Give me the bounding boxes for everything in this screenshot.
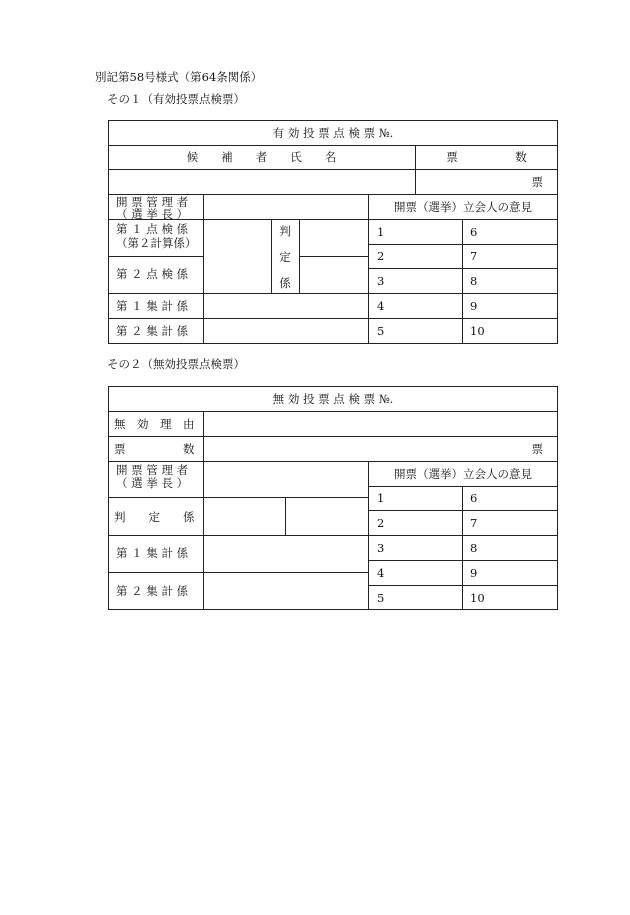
- observer-num-4: 4: [377, 299, 385, 313]
- tally1-label: 第 １ 集 計 係: [116, 299, 189, 313]
- manager-label-sub: （ 選 挙 長 ）: [116, 476, 189, 490]
- invalid-reason-label: 無 効 理 由: [114, 417, 195, 431]
- observer-num-1: 1: [377, 491, 385, 505]
- candidate-name-header: 候 補 者 氏 名: [186, 150, 337, 164]
- votes-unit: 票: [531, 175, 543, 189]
- check1-label: 第 １ 点 検 係: [116, 222, 189, 236]
- observer-num-7: 7: [470, 249, 478, 263]
- manager-label-sub: （ 選 挙 長 ）: [116, 207, 189, 221]
- observer-num-10: 10: [470, 591, 485, 605]
- observer-num-3: 3: [377, 274, 385, 288]
- tally1-label: 第 １ 集 計 係: [116, 546, 189, 560]
- tally2-label: 第 ２ 集 計 係: [116, 324, 189, 338]
- table1-title: 有 効 投 票 点 検 票 №.: [272, 126, 394, 140]
- observers-opinion-header: 開票（選挙）立会人の意見: [394, 467, 532, 481]
- observer-num-2: 2: [377, 249, 385, 263]
- table2-title: 無 効 投 票 点 検 票 №.: [272, 392, 394, 406]
- observer-num-4: 4: [377, 566, 385, 580]
- judge-label-1: 判: [279, 224, 291, 238]
- tally2-label: 第 ２ 集 計 係: [116, 584, 189, 598]
- form-title: 別記第58号様式（第64条関係）: [95, 70, 263, 84]
- observer-num-7: 7: [470, 516, 478, 530]
- observer-num-3: 3: [377, 541, 385, 555]
- judge-label-3: 係: [279, 276, 291, 290]
- check1-label-sub: （第２計算係）: [116, 236, 197, 250]
- section2-title: その２（無効投票点検票）: [107, 357, 245, 371]
- observer-num-5: 5: [377, 324, 385, 338]
- votes-header: 票 数: [446, 150, 527, 164]
- votes-unit: 票: [531, 442, 543, 456]
- observer-num-2: 2: [377, 516, 385, 530]
- observer-num-8: 8: [470, 541, 478, 555]
- votes-label: 票 数: [114, 442, 195, 456]
- observers-opinion-header: 開票（選挙）立会人の意見: [394, 200, 532, 214]
- check2-label: 第 ２ 点 検 係: [116, 267, 189, 281]
- observer-num-5: 5: [377, 591, 385, 605]
- observer-num-10: 10: [470, 324, 485, 338]
- observer-num-1: 1: [377, 225, 385, 239]
- manager-label: 開 票 管 理 者: [116, 195, 189, 209]
- observer-num-8: 8: [470, 274, 478, 288]
- judge-label: 判 定 係: [114, 510, 195, 524]
- observer-num-9: 9: [470, 299, 478, 313]
- judge-label-2: 定: [279, 250, 291, 264]
- manager-label: 開 票 管 理 者: [116, 463, 189, 477]
- observer-num-9: 9: [470, 566, 478, 580]
- observer-num-6: 6: [470, 225, 478, 239]
- section1-title: その１（有効投票点検票）: [107, 92, 245, 106]
- observer-num-6: 6: [470, 491, 478, 505]
